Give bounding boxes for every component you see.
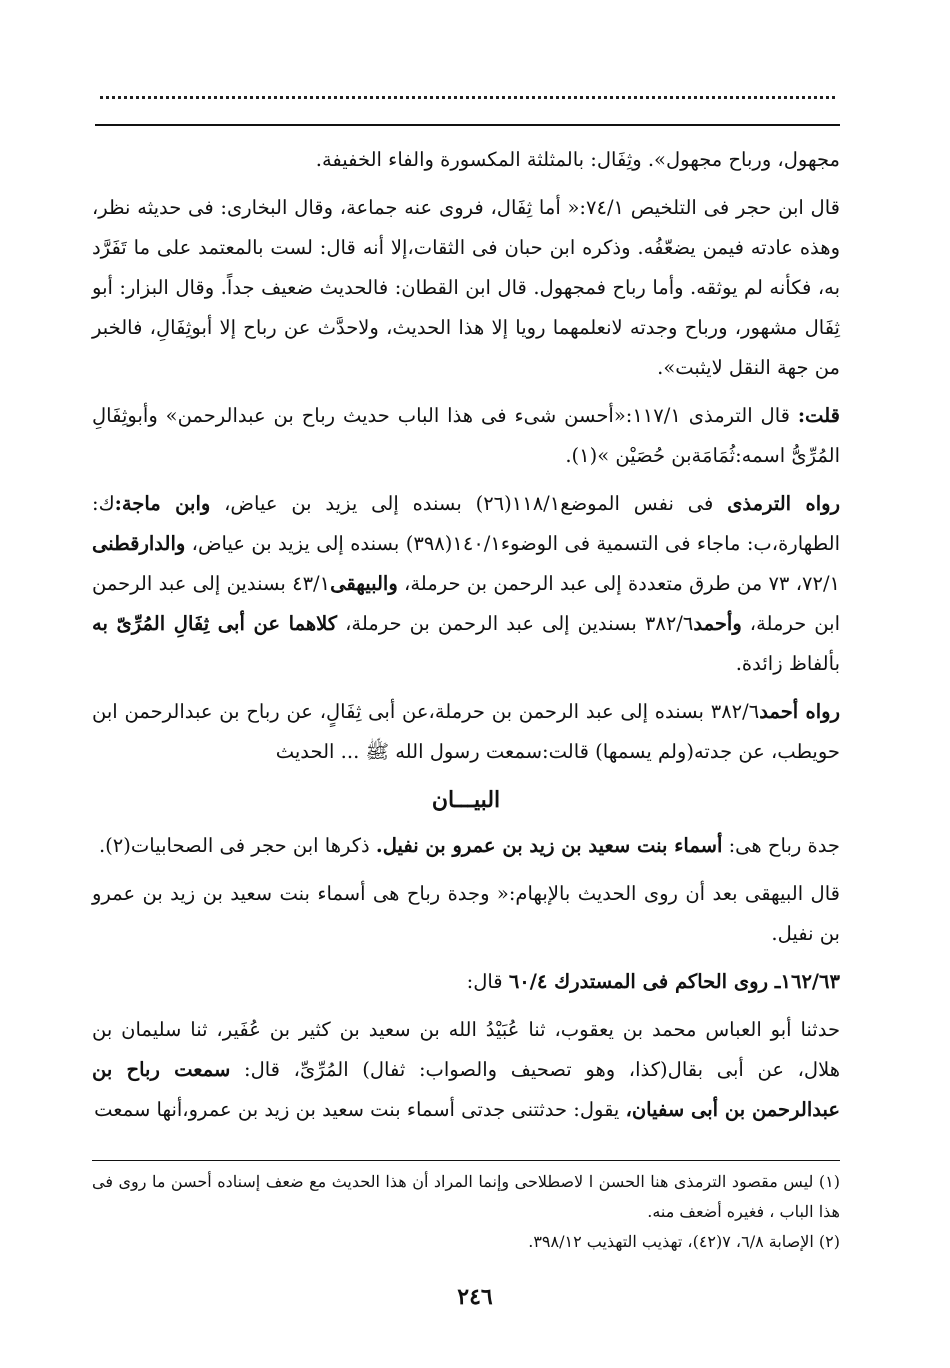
paragraph-qult [92, 396, 840, 476]
page-number: ٢٤٦ [457, 1284, 493, 1310]
riwaya1-ibn-majah: وابن ماجة: [114, 492, 211, 515]
bayan1-name: أسماء بنت سعيد بن زيد بن عمرو بن نفيل. [375, 834, 723, 857]
riwaya1-text-5: ٣٨٢/٦ بسندين إلى عبد الرحمن بن حرملة، [337, 612, 694, 635]
paragraph-ibn-hajar: قال ابن حجر فى التلخيص ٧٤/١:« أما ثِفَال، فروى عنه جماعة، وقال البخارى: فى حديثه نظر، وهذه عادته فيمن يضعّفُه. وذكره ابن حبان فى الثقات،إلا أنه قال: لست بالمعتمد على ما تَفَرَّد به، فكأنه لم يوثقه. وأما رباح فمجهول. قال ابن القطان: فالحديث ضعيف جداً. وقال البزار: أبو ثِفَال مشهور، ورباح وجدته لانعلمهما رويا إلا هذا الحديث، ولاحدَّث عن رباح إلا أبوثِفَالِ، فالخبر من جهة النقل لايثبت». [92, 196, 840, 379]
main-text [92, 140, 840, 1138]
isnad-text-1: حدثنا أبو العباس محمد بن يعقوب، ثنا عُبَيْدُ الله بن سعيد بن كثير بن عُفَير، ثنا سليمان بن هلال، عن أبى بقال(كذا، وهو تصحيف والصواب: ثفال) المُرِّىِّ، قال: [92, 1018, 841, 1081]
top-dotted-rule [100, 96, 835, 99]
riwaya1-kilahuma: كلاهما عن أبى ثِفَالِ المُرِّىّ به [92, 612, 338, 635]
isnad-text-2: يقول: حدثتنى جدتى أسماء بنت سعيد بن زيد بن عمرو،أنها سمعت [94, 1098, 626, 1121]
footnote-2: (٢) الإصابة ٦/٨، ٧(٤٢)، تهذيب التهذيب ٣٩٨/١٢. [528, 1232, 840, 1251]
top-solid-rule [95, 124, 840, 126]
isnad-rabah: سمعت رباح بن عبدالرحمن بن أبى سفيان، [92, 1058, 840, 1121]
paragraph-isnad [92, 1010, 840, 1130]
footnotes [92, 1160, 840, 1257]
section-title: البيـــان [431, 787, 501, 813]
footnote-1: (١) ليس مقصود الترمذى هنا الحسن ا لاصطلاحى وإنما المراد أن هذا الحديث مع ضعف إسناده أحسن ما روى فى هذا الباب ، فغيره أضعف منه. [92, 1172, 840, 1221]
qult-continuation: وأبوثِفَالِ المُرِّىُّ اسمه:ثُمَامَةبن حُصَيْن »(١). [92, 404, 840, 467]
paragraph-riwaya-1 [92, 484, 840, 684]
paragraph-1: مجهول، ورباح مجهول». وثِفَال: بالمثلثة المكسورة والفاء الخفيفة. [315, 148, 840, 171]
hadith-63-number: ١٦٢/٦٣ـ روى الحاكم فى المستدرك ٦٠/٤ [508, 970, 840, 993]
riwaya1-text-1: فى نفس الموضع١١٨/١(٢٦) بسنده إلى يزيد بن عياض، [210, 492, 728, 515]
riwaya1-tirmidhi: رواه الترمذى [727, 492, 840, 515]
paragraph-riwaya-2 [92, 692, 840, 772]
qult-label: قلت: [797, 404, 840, 427]
riwaya1-ahmad: وأحمد [693, 612, 742, 635]
riwaya1-daraqutni: والدارقطنى [92, 532, 186, 555]
riwaya2-text: ٣٨٢/٦ بسنده إلى عبد الرحمن بن حرملة،عن أبى ثِفَالٍ، عن رباح بن عبدالرحمن ابن حويطب، عن جدته(ولم يسمها) قالت:سمعت رسول الله ﷺ ... الحديث [92, 700, 840, 763]
riwaya2-ahmad: رواه أحمد [759, 700, 840, 723]
riwaya1-bayhaqi: والبيهقى [330, 572, 398, 595]
paragraph-bayan-1 [92, 826, 840, 866]
bayan1-text-2: ذكرها ابن حجر فى الصحابيات(٢). [98, 834, 376, 857]
riwaya1-text-6: بألفاظ زائدة. [735, 652, 840, 675]
qult-text: قال الترمذى ١١٧/١:«أحسن شىء فى هذا الباب حديث رباح بن عبدالرحمن» [165, 404, 798, 427]
bayan1-text-1: جدة رباح هى: [722, 834, 840, 857]
paragraph-bayan-2: قال البيهقى بعد أن روى الحديث بالإبهام:« وجدة رباح هى أسماء بنت سعيد بن زيد بن عمرو بن نفيل. [92, 882, 840, 945]
riwaya1-text-3: ٧٢/١، ٧٣ من طرق متعددة إلى عبد الرحمن بن حرملة، [397, 572, 841, 595]
hadith-63-tail: قال: [466, 970, 509, 993]
riwaya1-text-4: ٤٣/١ بسندين إلى عبد الرحمن ابن حرملة، [92, 572, 840, 635]
hadith-63-heading [92, 962, 840, 1002]
riwaya1-text-2: ك: الطهارة،ب: ماجاء فى التسمية فى الوضوء١٤٠/١(٣٩٨) بسنده إلى يزيد بن عياض، [92, 492, 840, 555]
